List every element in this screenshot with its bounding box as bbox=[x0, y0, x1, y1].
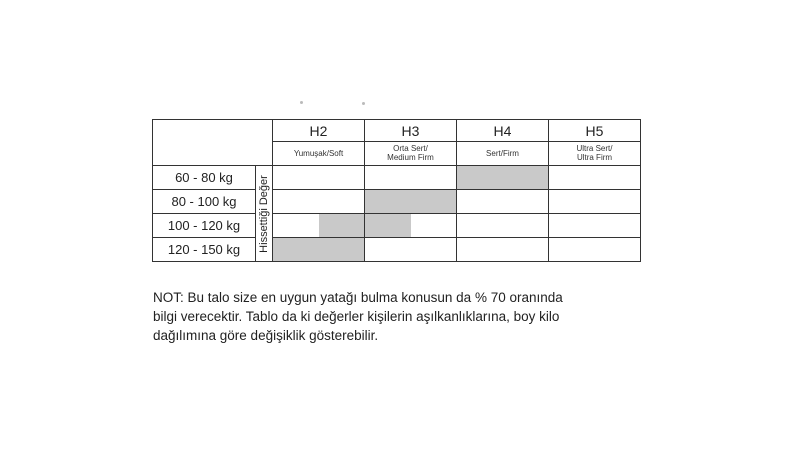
col-desc-h2-line1: Yumuşak/Soft bbox=[293, 149, 344, 158]
col-desc-h5-line2: Ultra Firm bbox=[576, 152, 613, 162]
highlight-fill bbox=[319, 214, 365, 237]
col-header-h3: H3 bbox=[365, 120, 457, 142]
corner-cell bbox=[153, 120, 273, 166]
col-desc-h4 bbox=[457, 142, 549, 166]
cell-r3-h4 bbox=[457, 238, 549, 262]
col-desc-h3 bbox=[365, 142, 457, 166]
table-row bbox=[153, 166, 641, 190]
highlight-fill bbox=[457, 166, 548, 189]
note-line-3: dağılımına göre değişiklik gösterebilir. bbox=[153, 328, 379, 343]
cell-r0-h2 bbox=[273, 166, 365, 190]
col-desc-h5 bbox=[549, 142, 641, 166]
note-paragraph bbox=[153, 288, 713, 345]
cell-r3-h3 bbox=[365, 238, 457, 262]
table-row bbox=[153, 238, 641, 262]
decorative-dots bbox=[300, 100, 370, 106]
row-axis-label-cell bbox=[256, 166, 273, 262]
col-header-h4: H4 bbox=[457, 120, 549, 142]
table-row bbox=[153, 190, 641, 214]
cell-r2-h5 bbox=[549, 214, 641, 238]
cell-r2-h2 bbox=[273, 214, 365, 238]
col-header-h2: H2 bbox=[273, 120, 365, 142]
highlight-fill bbox=[365, 190, 456, 213]
cell-r1-h2 bbox=[273, 190, 365, 214]
row-weight-100-120: 100 - 120 kg bbox=[153, 214, 256, 238]
cell-r2-h4 bbox=[457, 214, 549, 238]
col-header-h5: H5 bbox=[549, 120, 641, 142]
note-line-2: bilgi verecektir. Tablo da ki değerler kişilerin aşılkanlıklarına, boy kilo bbox=[153, 309, 560, 324]
table-row bbox=[153, 214, 641, 238]
firmness-table bbox=[152, 119, 641, 262]
col-desc-h3-line1: Orta Sert/ bbox=[393, 144, 428, 153]
cell-r1-h5 bbox=[549, 190, 641, 214]
row-weight-80-100: 80 - 100 kg bbox=[153, 190, 256, 214]
cell-r0-h3 bbox=[365, 166, 457, 190]
col-desc-h5-line1: Ultra Sert/ bbox=[576, 144, 613, 153]
cell-r2-h3 bbox=[365, 214, 457, 238]
cell-r0-h5 bbox=[549, 166, 641, 190]
cell-r1-h4 bbox=[457, 190, 549, 214]
cell-r3-h2 bbox=[273, 238, 365, 262]
row-axis-label: Hissettiği Değer bbox=[258, 174, 270, 253]
highlight-fill bbox=[365, 214, 411, 237]
header-row-codes bbox=[153, 120, 641, 142]
highlight-fill bbox=[273, 238, 364, 261]
col-desc-h4-line1: Sert/Firm bbox=[486, 149, 519, 158]
cell-r0-h4 bbox=[457, 166, 549, 190]
col-desc-h2 bbox=[273, 142, 365, 166]
note-line-1: NOT: Bu talo size en uygun yatağı bulma konusun da % 70 oranında bbox=[153, 290, 563, 305]
row-weight-60-80: 60 - 80 kg bbox=[153, 166, 256, 190]
row-weight-120-150: 120 - 150 kg bbox=[153, 238, 256, 262]
cell-r1-h3 bbox=[365, 190, 457, 214]
col-desc-h3-line2: Medium Firm bbox=[387, 152, 434, 162]
cell-r3-h5 bbox=[549, 238, 641, 262]
